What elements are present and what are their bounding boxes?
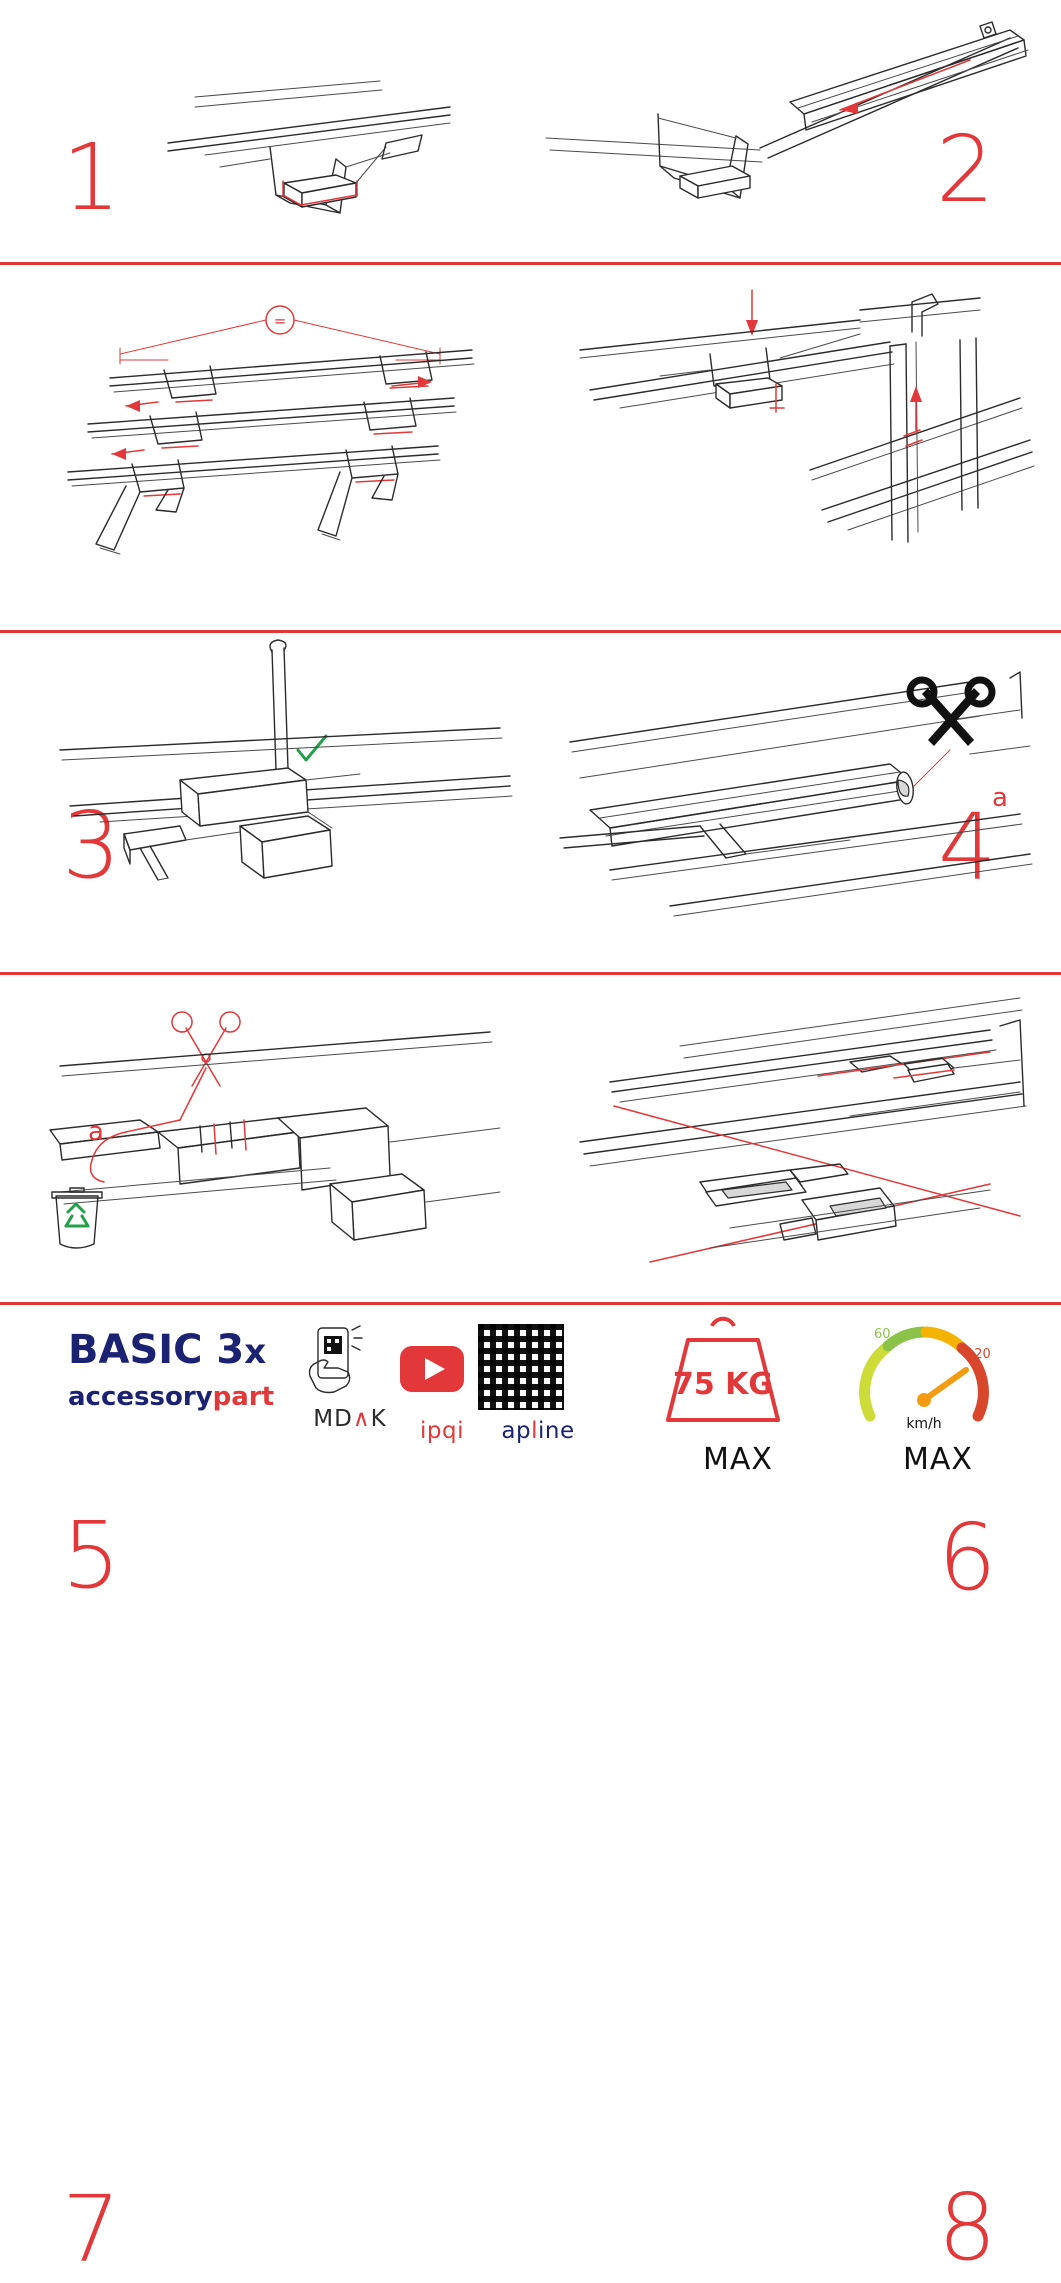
- logo-mdak: [300, 1324, 400, 1431]
- step-6-illustration: [550, 658, 1050, 938]
- step-number-4: 4: [938, 794, 995, 901]
- logo-youtube[interactable]: [400, 1346, 484, 1392]
- step-panel-3: [0, 262, 530, 899]
- step-number-1: 1: [62, 124, 119, 231]
- logo-ipqi-caption: ipqi: [420, 1418, 464, 1444]
- speed-limit-block: [848, 1312, 1028, 1477]
- step-number-3: 3: [62, 792, 119, 899]
- step-panel-2: [530, 0, 1061, 262]
- footer: [0, 1302, 1061, 1500]
- step-3-illustration: [40, 302, 510, 562]
- step-number-2: 2: [936, 116, 993, 223]
- load-limit-value: 75 KG: [672, 1367, 774, 1402]
- apline-l: l: [531, 1418, 538, 1444]
- step-1-illustration: [150, 55, 470, 235]
- step-number-7: 7: [62, 2176, 119, 2283]
- brand-subtitle: [68, 1384, 278, 1410]
- weight-icon: [648, 1316, 798, 1436]
- step-panel-4: [530, 262, 1061, 901]
- step-2-illustration: [540, 18, 1040, 223]
- brand-title: [68, 1327, 278, 1373]
- logo-apline-caption: [478, 1420, 598, 1443]
- speed-tick-low: 60: [874, 1327, 891, 1342]
- logo-apline: [478, 1410, 598, 1443]
- speedometer-icon: [848, 1312, 998, 1436]
- logo-mdak-caption: [300, 1408, 400, 1431]
- label-a-step7: a: [88, 1117, 104, 1147]
- mdak-v: ∧: [352, 1406, 371, 1432]
- step-5-illustration: [40, 640, 510, 920]
- step-4-illustration: [560, 280, 1040, 610]
- load-limit-caption: MAX: [703, 1442, 773, 1477]
- speed-unit: km/h: [906, 1416, 942, 1432]
- step-number-8: 8: [938, 2174, 995, 2281]
- step-number-5: 5: [62, 1502, 119, 1609]
- mdak-b: K: [370, 1406, 387, 1432]
- speed-limit-caption: MAX: [903, 1442, 973, 1477]
- brand-sub-second: part: [212, 1382, 275, 1412]
- logo-ipqi: [392, 1410, 492, 1443]
- load-limit-block: [648, 1316, 828, 1477]
- mdak-a: MD: [313, 1406, 353, 1432]
- apline-b: ine: [537, 1418, 575, 1444]
- step-panel-1: [0, 0, 530, 262]
- label-a-step6: a: [992, 783, 1008, 813]
- speed-tick-high: 120: [966, 1347, 991, 1362]
- brand-sub-first: accessory: [68, 1382, 213, 1412]
- recycle-bin-icon: [52, 1188, 102, 1248]
- brand-title-suffix: x: [244, 1332, 267, 1372]
- equals-marker: =: [273, 312, 287, 330]
- step-number-6: 6: [938, 1504, 995, 1611]
- youtube-icon[interactable]: [400, 1346, 464, 1392]
- hand-phone-qr-icon: [300, 1324, 374, 1398]
- qr-code-icon[interactable]: [478, 1324, 564, 1410]
- brand-block: [68, 1327, 278, 1412]
- apline-a: ap: [501, 1418, 532, 1444]
- step-8-illustration: [550, 986, 1050, 1276]
- scissors-icon-red: [172, 1012, 240, 1086]
- scissors-icon: [910, 680, 992, 746]
- step-7-illustration: [30, 992, 510, 1272]
- logo-qr[interactable]: [478, 1324, 578, 1410]
- brand-title-main: BASIC 3: [68, 1327, 245, 1373]
